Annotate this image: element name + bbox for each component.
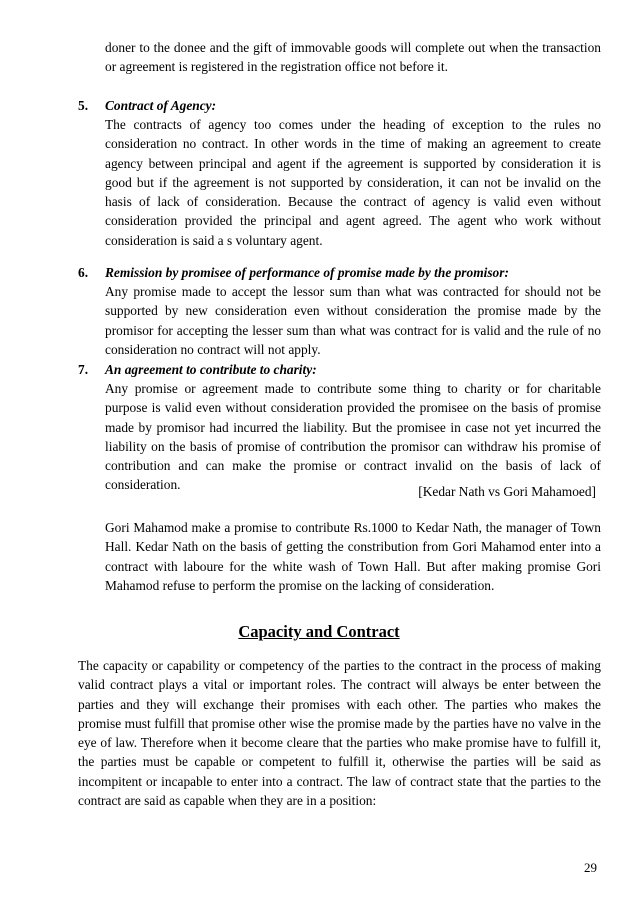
section-paragraph: The capacity or capability or competency of the parties to the contract in the process of making valid contract plays a vital or important roles. The contract will always be enter between the parties and they will exchange their promises with each other. The parties who makes the promise must fulfill that promise other wise the promise made by the parties have no valve in the eye of law. Therefore when it become cleare that the parties who make promise have to fulfill it, the parties must be capable or competent to fulfill it, otherwise the parties will be said as incompitent or incapable to enter into a contract. The law of contract state that the parties to the contract are said as capable when they are in a position: (78, 658, 601, 809)
item-number: 5. (78, 98, 89, 113)
intro-paragraph: doner to the donee and the gift of immovable goods will complete out when the transaction or agreement is registered in the registration office not before it. (105, 40, 601, 75)
example-paragraph: Gori Mahamod make a promise to contribute Rs.1000 to Kedar Nath, the manager of Town Hall. Kedar Nath on the basis of getting the constribution from Gori Mahamod enter into a contract with laboure for the white wash of Town Hall. But after making promise Gori Mahamod refuse to perform the promise on the lacking of consideration. (105, 520, 601, 593)
item-body: The contracts of agency too comes under the heading of exception to the rules no consideration no contract. In other words in the time of making an agreement to create agency between principal and agent if the agreement is supported by consideration it is good but if the agreement is not supported by consideration, it can not be invalid on the hasis of lack of consideration. Because the contract of agency is valid even without consideration provided the principal and agent agreed. The agent who work without consideration is said a s voluntary agent. (105, 117, 601, 248)
item-heading: Contract of Agency: (105, 98, 217, 113)
section-heading: Capacity and Contract (238, 622, 400, 641)
case-citation: [Kedar Nath vs Gori Mahamoed] (418, 484, 596, 499)
item-body: Any promise or agreement made to contribute some thing to charity or for charitable purpose is valid even without consideration provided the promisee on the basis of promise made by promisor had incurred the liability. But the promisee in case not yet incurred the liability on the basis of promise of contribution the promisor can withdraw his promise of contribution and can make the promise or contract invalid on the basis of lack of consideration. (105, 381, 601, 493)
item-number: 6. (78, 265, 89, 280)
item-body: Any promise made to accept the lessor sum than what was contracted for should not be supported by new consideration even without consideration the promise made by the promisor for accepting the lesser sum than what was contract for is valid and the rule of no consideration no contract will not apply. (105, 284, 601, 357)
page-number: 29 (584, 860, 597, 875)
item-number: 7. (78, 362, 89, 377)
item-heading: An agreement to contribute to charity: (105, 362, 317, 377)
item-heading: Remission by promisee of performance of promise made by the promisor: (105, 265, 509, 280)
